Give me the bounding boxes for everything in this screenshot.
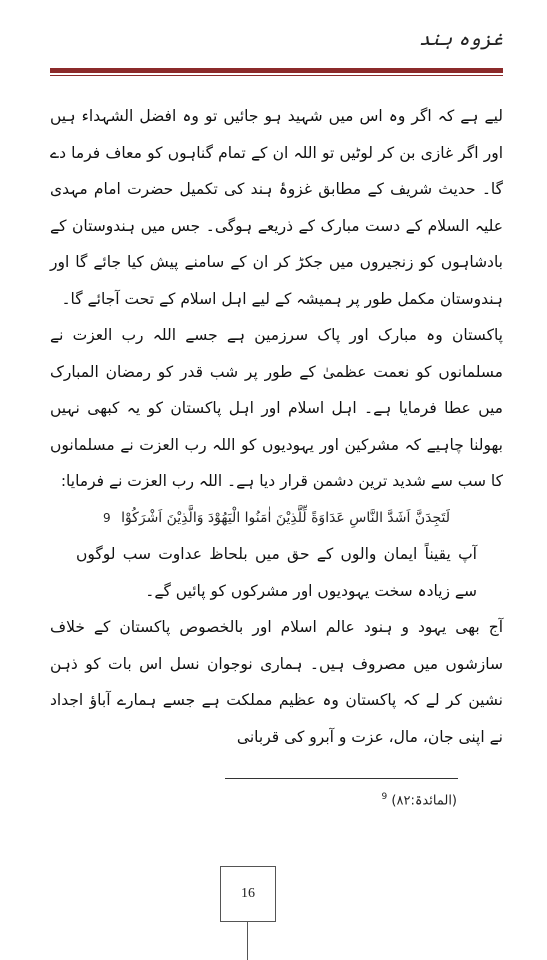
- page-number: 16: [241, 886, 255, 901]
- footnote-rule: [225, 778, 458, 779]
- paragraph: پاکستان وہ مبارک اور پاک سرزمین ہے جسے اللہ رب العزت نے مسلمانوں کو نعمت عظمیٰ کے طور پر شب قدر کو رمضان المبارک میں عطا فرمایا ہے۔ اہل اسلام اور اہل پاکستان کو یہ کبھی نہیں بھولنا چاہیے کہ مشرکین اور یہودیوں کو اللہ رب العزت نے مسلمانوں کا سب سے شدید ترین دشمن قرار دیا ہے۔ اللہ رب العزت نے فرمایا:: [50, 326, 503, 490]
- page-number-stem: [247, 922, 248, 960]
- verse-translation: آپ یقیناً ایمان والوں کے حق میں بلحاظ عداوت سب لوگوں سے زیادہ سخت یہودیوں اور مشرکوں کو پائیں گے۔: [76, 545, 477, 600]
- paragraph: آج بھی یہود و ہنود عالم اسلام اور بالخصوص پاکستان کے خلاف سازشوں میں مصروف ہیں۔ ہماری نوجوان نسل اس بات کو ذہن نشین کر لے کہ پاکستان وہ عظیم مملکت ہے جسے ہمارے آباؤ اجداد نے اپنی جان، مال، عزت و آبرو کی قربانی: [50, 618, 503, 746]
- footnote-text: (المائدۃ:۸۲): [391, 793, 457, 809]
- header-rule: [50, 68, 503, 73]
- page-body: [50, 98, 503, 755]
- running-header-title: غزوہ ہند: [419, 28, 503, 50]
- footnote: [382, 792, 457, 808]
- footnote-number: 9: [381, 792, 388, 802]
- header-rule-thin: [50, 75, 503, 76]
- footnote-reference: 9: [102, 510, 111, 525]
- page-number-box: [220, 866, 276, 922]
- paragraph: لیے ہے کہ اگر وہ اس میں شہید ہو جائیں تو وہ افضل الشہداء ہیں اور اگر غازی بن کر لوٹیں تو اللہ ان کے تمام گناہوں کو معاف فرما دے گا۔ حدیث شریف کے مطابق غزوۂ ہند کی تکمیل حضرت امام مہدی علیہ السلام کے دست مبارک کے ذریعے ہوگی۔ جس میں ہندوستان کے بادشاہوں کو زنجیروں میں جکڑ کر ان کے سامنے پیش کیا جائے گا اور ہندوستان مکمل طور پر ہمیشہ کے لیے اہل اسلام کے تحت آجائے گا۔: [50, 107, 503, 308]
- quran-verse-text: لَتَجِدَنَّ اَشَدَّ النَّاسِ عَدَاوَةً لِّلَّذِيْنَ اٰمَنُوا الْيَهُوْدَ وَالَّذِيْنَ اَشْرَكُوْا: [121, 509, 451, 526]
- quran-verse: [50, 500, 503, 537]
